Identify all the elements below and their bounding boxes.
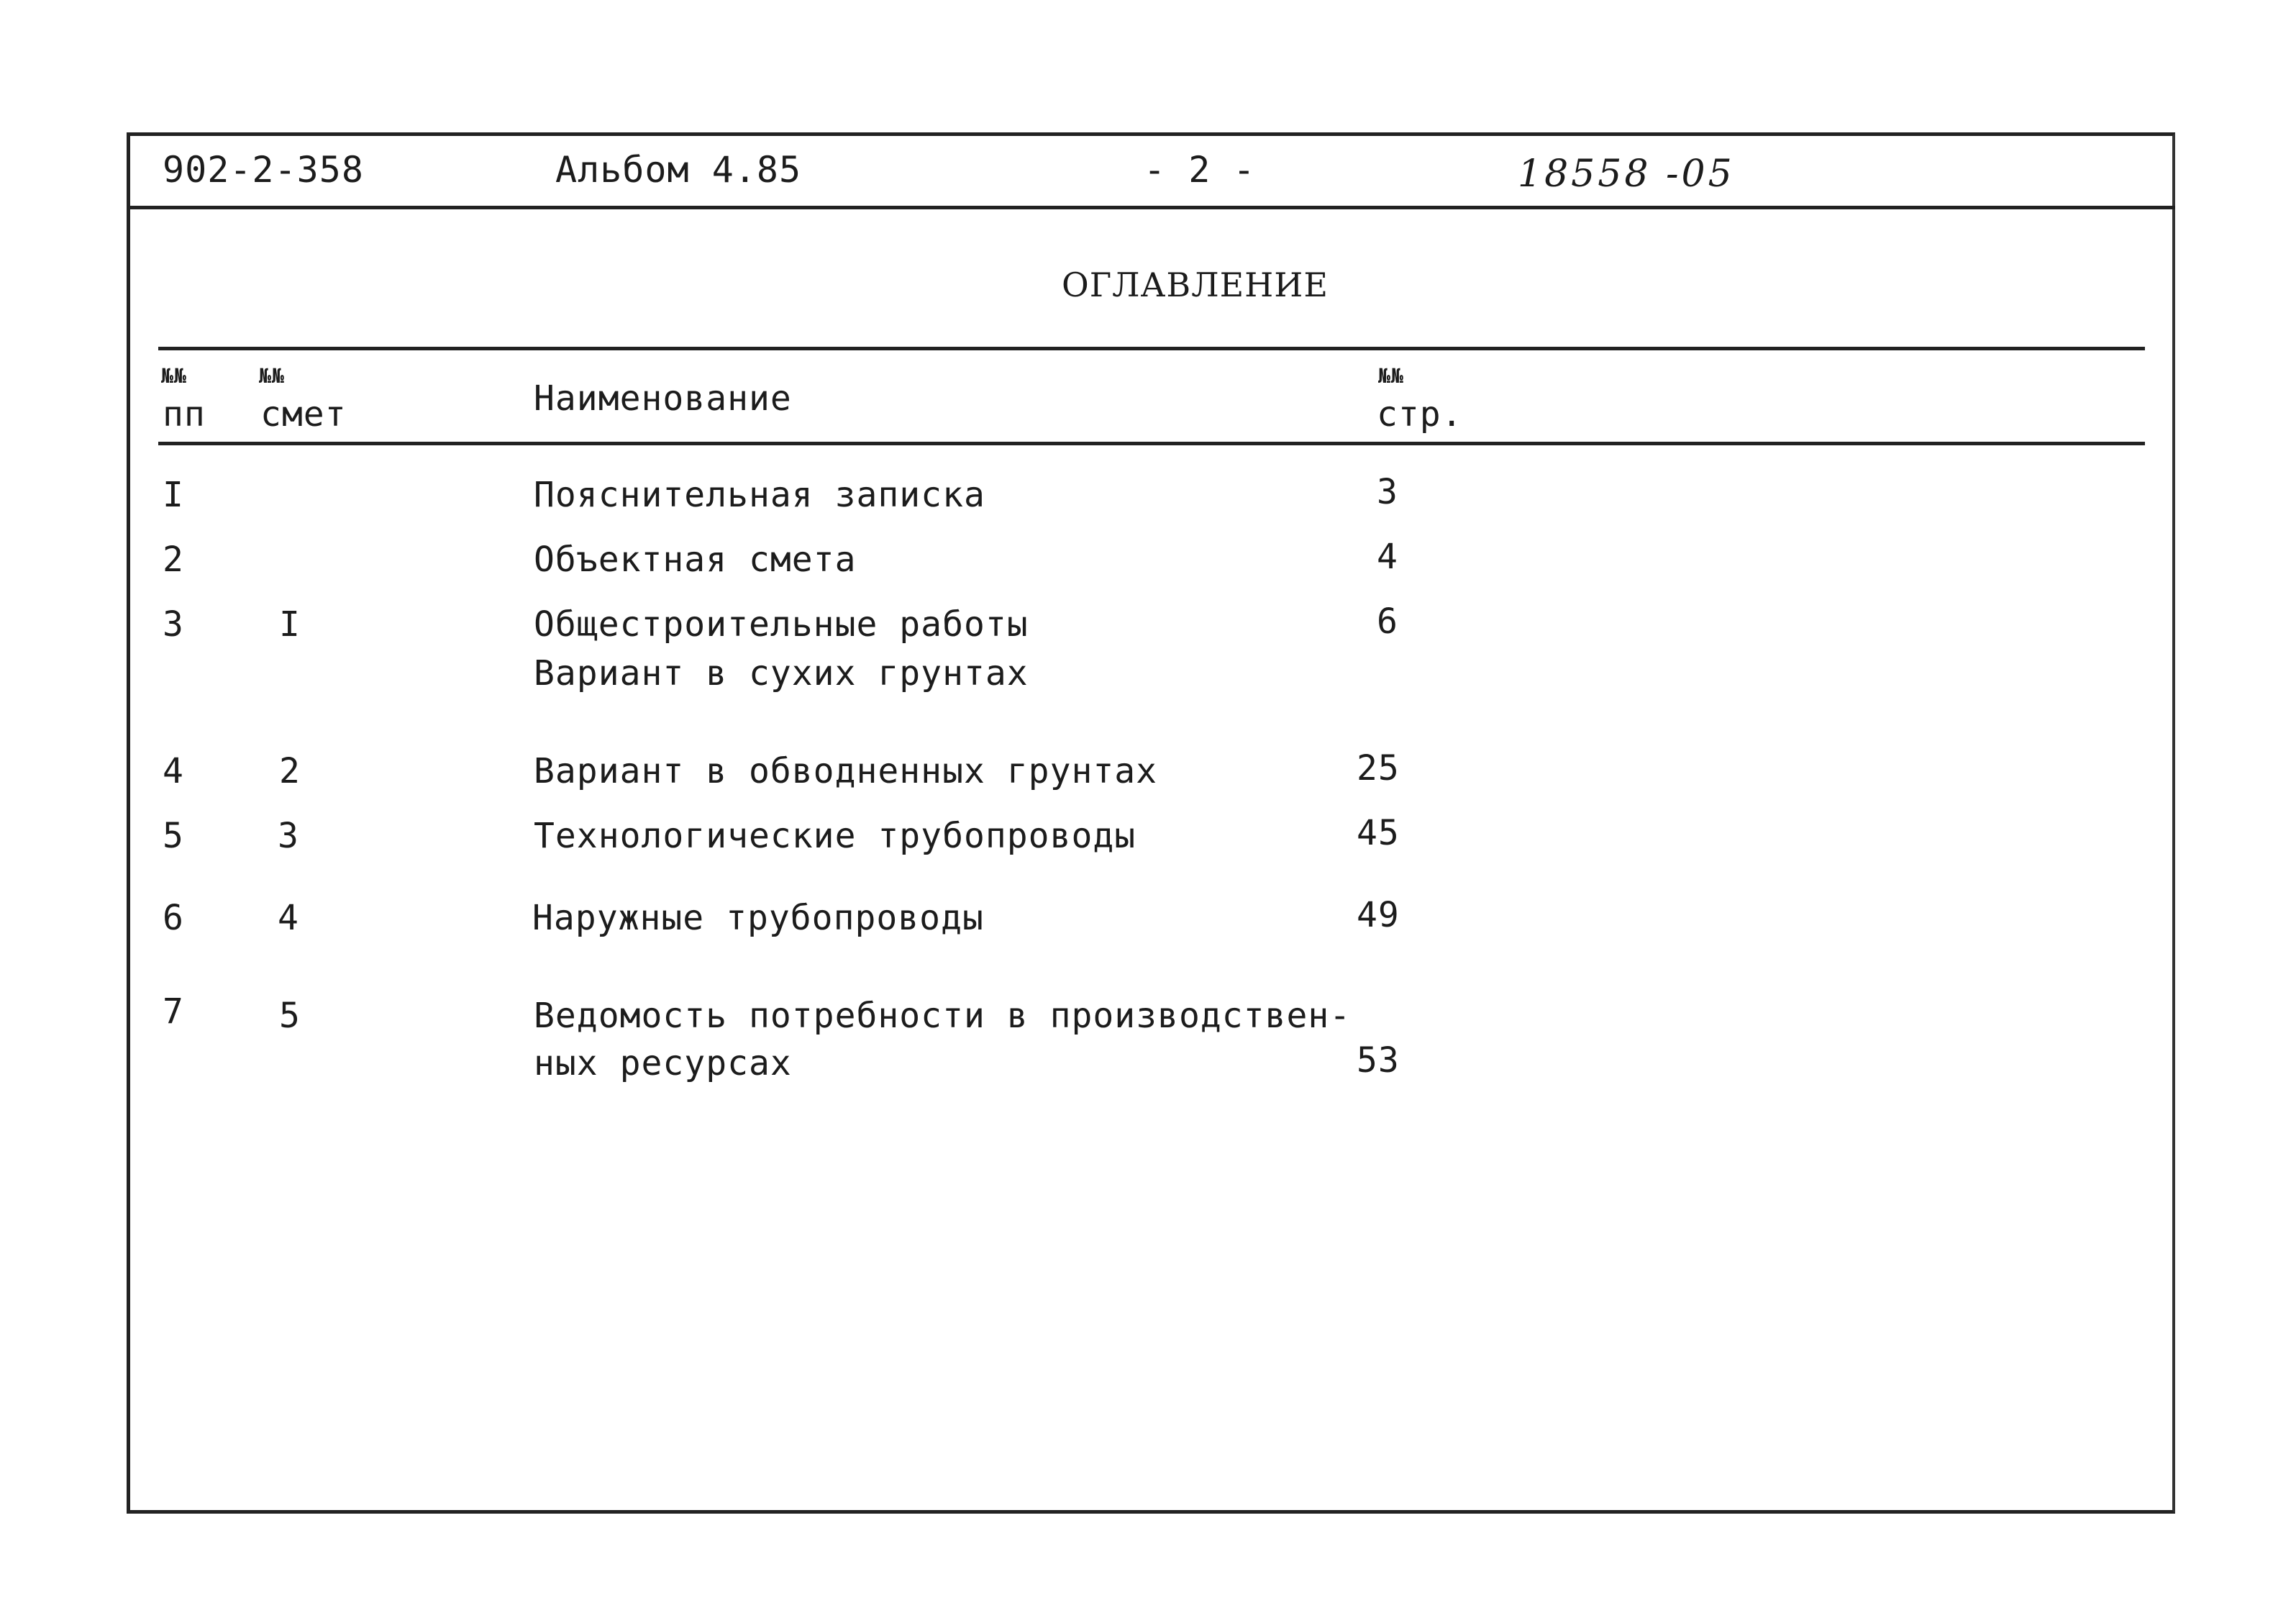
header-estimate: смет bbox=[260, 394, 347, 435]
document-title: ОГЛАВЛЕНИЕ bbox=[1062, 265, 1329, 304]
row-3-name-line-1: Общестроительные работы bbox=[534, 604, 1029, 645]
row-3-estimate: I bbox=[279, 604, 301, 645]
header-estimate-symbol: №№ bbox=[259, 364, 285, 388]
row-5-name: Технологические трубопроводы bbox=[534, 816, 1136, 856]
row-5-page: 45 bbox=[1357, 813, 1400, 853]
header-page: стр. bbox=[1377, 394, 1463, 435]
row-3-no: 3 bbox=[163, 604, 184, 645]
row-4-no: 4 bbox=[163, 751, 184, 791]
row-7-estimate: 5 bbox=[279, 996, 301, 1036]
row-6-name: Наружные трубопроводы bbox=[532, 898, 984, 938]
page-frame bbox=[127, 132, 2175, 1514]
project-code: 902-2-358 bbox=[163, 149, 364, 191]
row-4-page: 25 bbox=[1357, 748, 1400, 788]
row-6-no: 6 bbox=[163, 898, 184, 938]
inventory-number: 18558 -05 bbox=[1518, 153, 1735, 196]
row-2-name: Объектная смета bbox=[534, 540, 857, 580]
page-number: - 2 - bbox=[1144, 149, 1256, 191]
row-7-page: 53 bbox=[1357, 1040, 1400, 1081]
header-no-symbol: №№ bbox=[161, 364, 187, 388]
header-page-symbol: №№ bbox=[1378, 364, 1404, 388]
row-7-no: 7 bbox=[163, 991, 184, 1032]
row-3-page: 6 bbox=[1377, 601, 1398, 642]
row-2-page: 4 bbox=[1377, 537, 1398, 577]
table-header-top-line bbox=[158, 347, 2145, 350]
row-1-name: Пояснительная записка bbox=[534, 475, 985, 515]
row-6-page: 49 bbox=[1357, 895, 1400, 935]
row-5-estimate: 3 bbox=[278, 816, 299, 856]
row-4-name: Вариант в обводненных грунтах bbox=[534, 751, 1158, 791]
row-2-no: 2 bbox=[163, 540, 184, 580]
header-divider bbox=[127, 206, 2175, 209]
row-1-page: 3 bbox=[1377, 472, 1398, 512]
header-name: Наименование bbox=[534, 378, 792, 419]
row-3-name-line-2: Вариант в сухих грунтах bbox=[534, 653, 1029, 694]
row-6-estimate: 4 bbox=[278, 898, 299, 938]
row-5-no: 5 bbox=[163, 816, 184, 856]
album-label: Альбом 4.85 bbox=[555, 149, 802, 191]
row-7-name-line-1: Ведомость потребности в производствен- bbox=[534, 996, 1352, 1036]
table-header-bottom-line bbox=[158, 442, 2145, 445]
header-no: пп bbox=[163, 394, 206, 435]
row-4-estimate: 2 bbox=[279, 751, 301, 791]
row-7-name-line-2: ных ресурсах bbox=[534, 1043, 792, 1083]
row-1-no: I bbox=[163, 475, 184, 515]
